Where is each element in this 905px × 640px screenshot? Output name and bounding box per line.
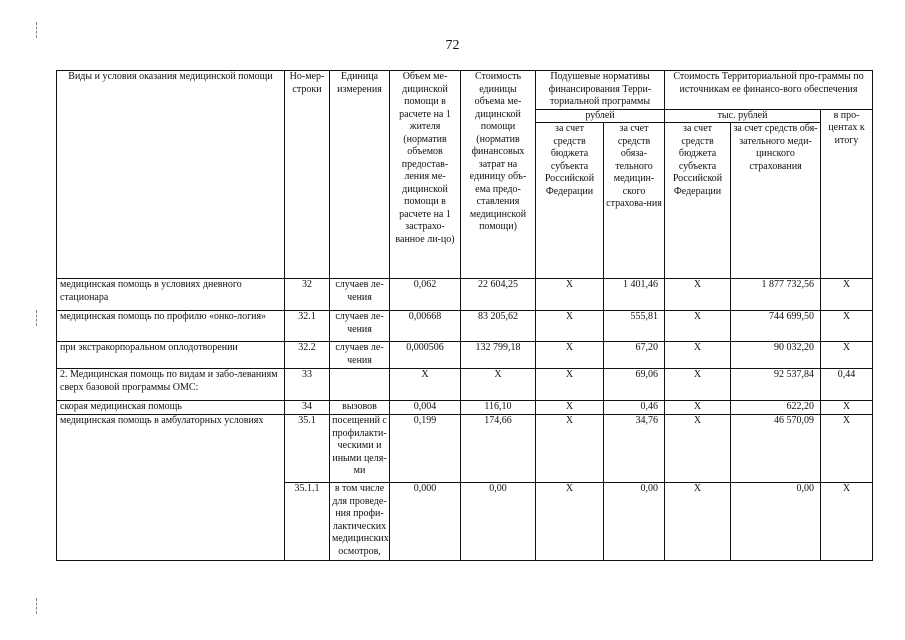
header-percent: в про-центах к итогу — [821, 109, 873, 279]
cell-unit: случаев ле-чения — [330, 342, 390, 369]
cell-oms-percap: 0,46 — [604, 401, 665, 415]
cell-unit: в том числе для проведе-ния профи-лактических медицинских осмотров, — [330, 483, 390, 561]
cell-budget-total: X — [665, 415, 731, 483]
cell-row-number: 32.1 — [285, 311, 330, 342]
table-row — [57, 311, 873, 342]
header-per-capita-group: Подушевые нормативы финансирования Терри-ториальной программы — [536, 71, 665, 110]
cell-oms-total: 92 537,84 — [731, 369, 821, 401]
cell-budget-total: X — [665, 369, 731, 401]
header-oms-total: за счет средств обя-зательного меди-цинского страхования — [731, 123, 821, 279]
margin-mark-middle — [36, 310, 37, 326]
cell-budget-total: X — [665, 483, 731, 561]
header-budget-percap: за счет средств бюджета субъекта Российской Федерации — [536, 123, 604, 279]
cell-budget-total: X — [665, 311, 731, 342]
financing-table — [56, 70, 873, 561]
cell-volume: 0,062 — [390, 279, 461, 311]
cell-unit-cost: 83 205,62 — [461, 311, 536, 342]
table-row — [57, 279, 873, 311]
cell-budget-percap: X — [536, 401, 604, 415]
cell-name: 2. Медицинская помощь по видам и забо-леваниям сверх базовой программы ОМС: — [57, 369, 285, 401]
cell-budget-percap: X — [536, 369, 604, 401]
cell-volume: 0,000 — [390, 483, 461, 561]
cell-percent: X — [821, 279, 873, 311]
header-row-number: Но-мер-строки — [285, 71, 330, 279]
cell-oms-total: 46 570,09 — [731, 415, 821, 483]
table-row — [57, 415, 873, 483]
cell-budget-total: X — [665, 279, 731, 311]
cell-volume: X — [390, 369, 461, 401]
cell-unit: случаев ле-чения — [330, 311, 390, 342]
cell-oms-percap: 0,00 — [604, 483, 665, 561]
header-unit: Единица измерения — [330, 71, 390, 279]
cell-unit: вызовов — [330, 401, 390, 415]
cell-budget-percap: X — [536, 311, 604, 342]
cell-unit-cost: X — [461, 369, 536, 401]
margin-mark-top — [36, 22, 37, 38]
cell-row-number: 35.1.1 — [285, 483, 330, 561]
cell-oms-total: 90 032,20 — [731, 342, 821, 369]
cell-name: при экстракорпоральном оплодотворении — [57, 342, 285, 369]
cell-percent: X — [821, 342, 873, 369]
cell-unit: посещений с профилакти-ческими и иными целя-ми — [330, 415, 390, 483]
cell-name: медицинская помощь по профилю «онко-логия» — [57, 311, 285, 342]
cell-volume: 0,000506 — [390, 342, 461, 369]
cell-row-number: 32 — [285, 279, 330, 311]
table-row — [57, 342, 873, 369]
cell-unit-cost: 116,10 — [461, 401, 536, 415]
header-budget-total: за счет средств бюджета субъекта Российской Федерации — [665, 123, 731, 279]
header-name: Виды и условия оказания медицинской помощи — [57, 71, 285, 279]
cell-percent: X — [821, 483, 873, 561]
cell-unit — [330, 369, 390, 401]
cell-unit-cost: 22 604,25 — [461, 279, 536, 311]
header-unit-thous: тыс. рублей — [665, 109, 821, 123]
cell-oms-percap: 34,76 — [604, 415, 665, 483]
margin-mark-bottom — [36, 598, 37, 614]
cell-percent: 0,44 — [821, 369, 873, 401]
cell-percent: X — [821, 311, 873, 342]
cell-oms-total: 0,00 — [731, 483, 821, 561]
cell-row-number: 34 — [285, 401, 330, 415]
table-row — [57, 401, 873, 415]
cell-oms-percap: 1 401,46 — [604, 279, 665, 311]
cell-percent: X — [821, 415, 873, 483]
cell-unit-cost: 0,00 — [461, 483, 536, 561]
cell-budget-percap: X — [536, 279, 604, 311]
cell-row-number: 32.2 — [285, 342, 330, 369]
cell-budget-percap: X — [536, 342, 604, 369]
cell-name: скорая медицинская помощь — [57, 401, 285, 415]
cell-percent: X — [821, 401, 873, 415]
header-volume: Объем ме-дицинской помощи в расчете на 1 жителя (норматив объемов предостав-ления ме-дицинской помощи в расчете на 1 застрахо-ванное ли-цо) — [390, 71, 461, 279]
cell-volume: 0,004 — [390, 401, 461, 415]
cell-oms-total: 622,20 — [731, 401, 821, 415]
header-total-cost-group: Стоимость Территориальной про-граммы по источникам ее финансо-вого обеспечения — [665, 71, 873, 110]
cell-unit-cost: 174,66 — [461, 415, 536, 483]
header-unit-cost: Стоимость единицы объема ме-дицинской помощи (норматив финансовых затрат на единицу объ-ема предо-ставления медицинской помощи) — [461, 71, 536, 279]
cell-budget-percap: X — [536, 415, 604, 483]
cell-row-number: 33 — [285, 369, 330, 401]
cell-oms-total: 1 877 732,56 — [731, 279, 821, 311]
table-row — [57, 369, 873, 401]
header-oms-percap: за счет средств обяза-тельного медицин-ского страхова-ния — [604, 123, 665, 279]
cell-oms-percap: 555,81 — [604, 311, 665, 342]
cell-volume: 0,00668 — [390, 311, 461, 342]
cell-oms-percap: 69,06 — [604, 369, 665, 401]
cell-row-number: 35.1 — [285, 415, 330, 483]
cell-budget-total: X — [665, 401, 731, 415]
cell-budget-total: X — [665, 342, 731, 369]
cell-budget-percap: X — [536, 483, 604, 561]
cell-oms-percap: 67,20 — [604, 342, 665, 369]
cell-oms-total: 744 699,50 — [731, 311, 821, 342]
cell-name: медицинская помощь в условиях дневного стационара — [57, 279, 285, 311]
page-number: 72 — [445, 38, 460, 53]
cell-unit: случаев ле-чения — [330, 279, 390, 311]
cell-unit-cost: 132 799,18 — [461, 342, 536, 369]
cell-volume: 0,199 — [390, 415, 461, 483]
header-unit-rub: рублей — [536, 109, 665, 123]
cell-name: медицинская помощь в амбулаторных условиях — [57, 415, 285, 561]
